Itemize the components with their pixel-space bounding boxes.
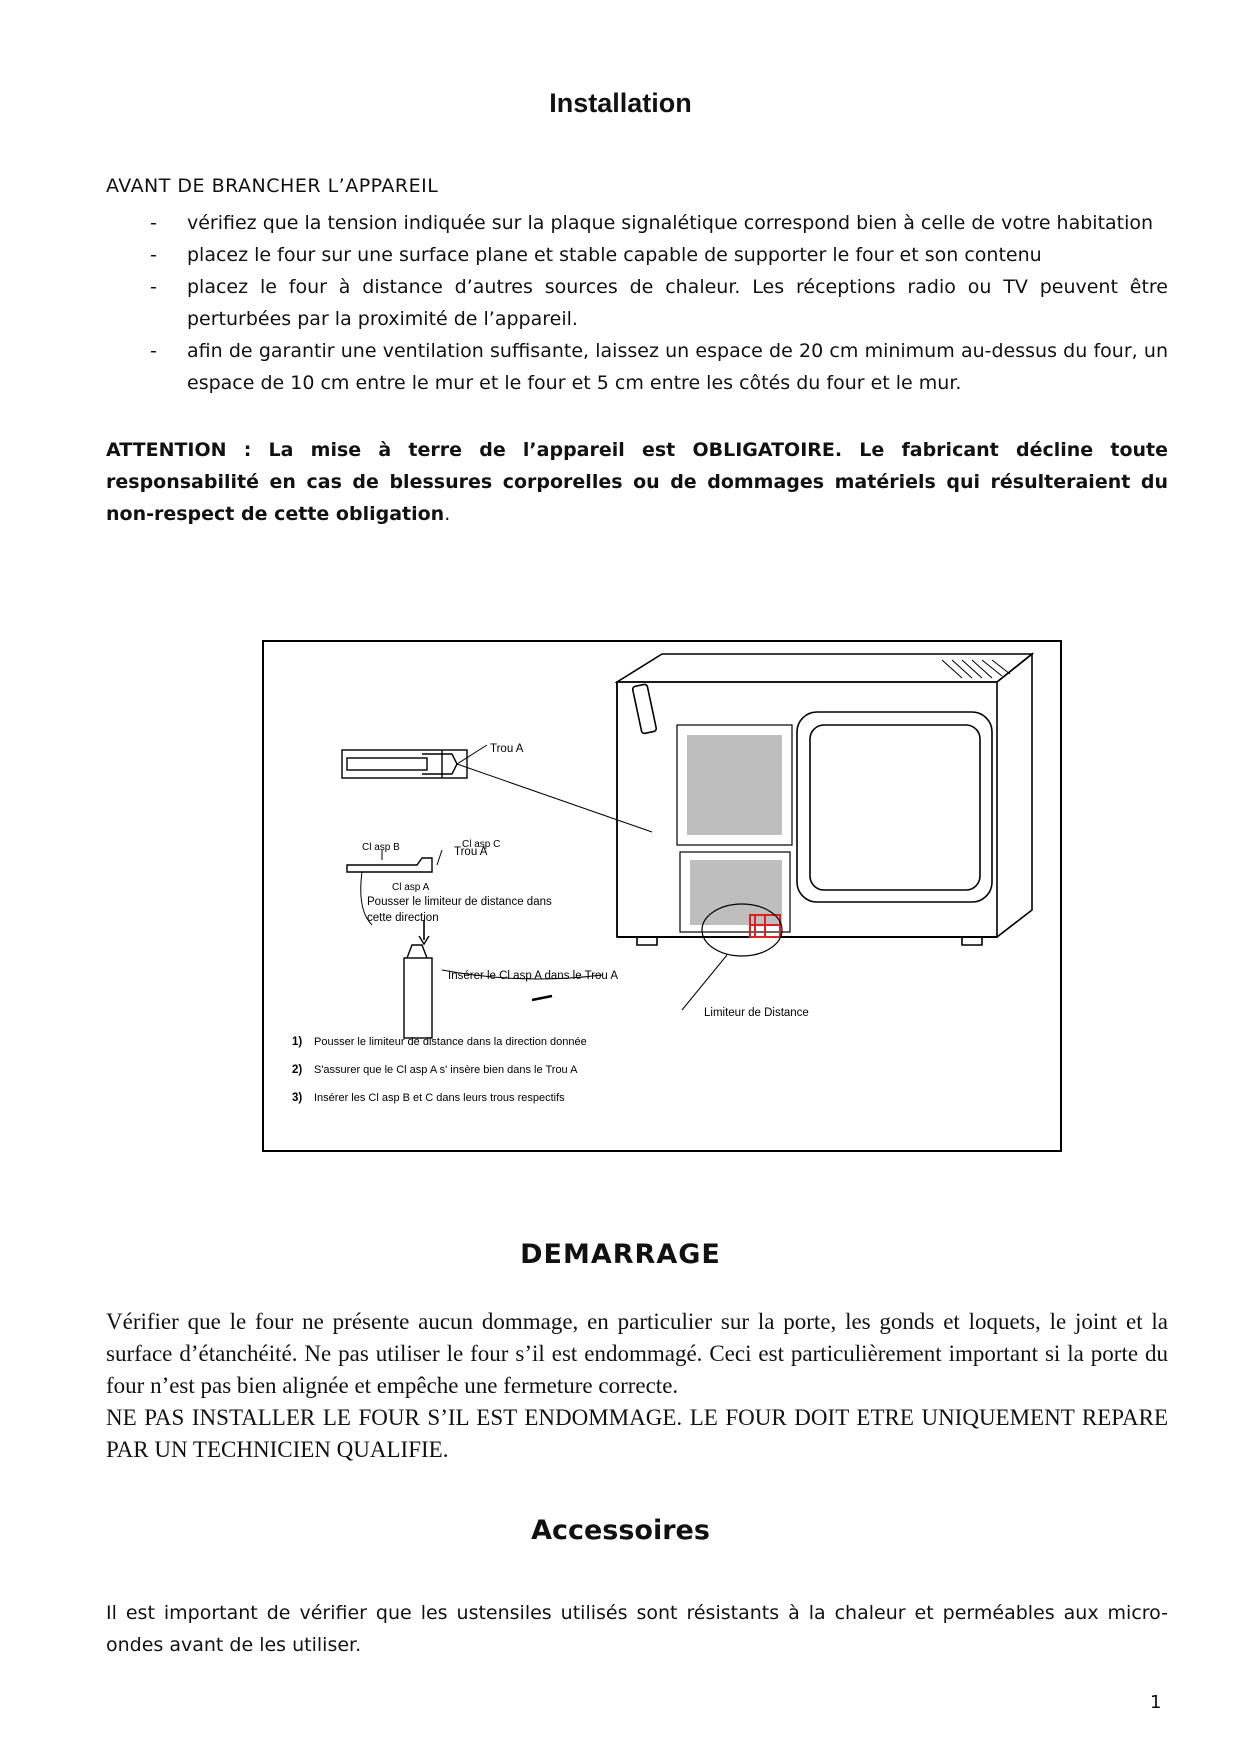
installation-diagram (262, 640, 1062, 1152)
list-item (106, 239, 1168, 271)
label-pousser-2: cette direction (367, 912, 439, 924)
warning-bold-text: ATTENTION : La mise à terre de l’appareil est OBLIGATOIRE. Le fabricant décline toute responsabilité en cas de blessures corporelles ou de dommages matériels qui résulteraient du non-respect de cette obligation (106, 439, 1168, 525)
step-text: Pousser le limiteur de distance dans la direction donnée (314, 1036, 587, 1048)
label-limiteur: Limiteur de Distance (704, 1007, 809, 1019)
label-cl-asp-a: Cl asp A (392, 882, 430, 893)
list-item-text: placez le four à distance d’autres sources de chaleur. Les réceptions radio ou TV peuvent être perturbées par la proximité de l’appareil. (187, 276, 1168, 330)
section-title-demarrage: DEMARRAGE (520, 1239, 721, 1270)
bullet-marker: - (150, 244, 157, 266)
bullet-marker: - (150, 340, 157, 362)
label-cl-asp-b: Cl asp B (362, 842, 400, 853)
bullet-list (106, 207, 1168, 399)
list-item (106, 271, 1168, 335)
step-number: 3) (292, 1092, 303, 1104)
list-item-text: placez le four sur une surface plane et stable capable de supporter le four et son contenu (187, 244, 1042, 266)
warning-paragraph (106, 434, 1168, 530)
warning-tail: . (444, 503, 451, 525)
demarrage-paragraph: Vérifier que le four ne présente aucun dommage, en particulier sur la porte, les gonds et loquets, le joint et la surface d’étanchéité. Ne pas utiliser le four s’il est endommagé. Ceci est particulièrement important si la porte du four n’est pas bien alignée et empêche une fermeture correcte. (106, 1309, 1168, 1398)
step-number: 1) (292, 1036, 303, 1048)
list-item (106, 335, 1168, 399)
label-pousser: Pousser le limiteur de distance dans (367, 896, 552, 908)
demarrage-warning: NE PAS INSTALLER LE FOUR S’IL EST ENDOMMAGE. LE FOUR DOIT ETRE UNIQUEMENT REPARE PAR UN TECHNICIEN QUALIFIE. (106, 1405, 1168, 1462)
step-number: 2) (292, 1064, 303, 1076)
label-trou-a-top: Trou A (490, 743, 524, 755)
accessoires-paragraph: Il est important de vérifier que les ustensiles utilisés sont résistants à la chaleur et perméables aux micro-ondes avant de les utiliser. (106, 1602, 1168, 1656)
label-cl-asp-c: Cl asp C (462, 839, 501, 850)
step-text: Insérer les Cl asp B et C dans leurs trous respectifs (314, 1092, 565, 1104)
page-title: Installation (549, 88, 692, 118)
label-trou-a-mid: Trou A (454, 846, 488, 858)
section-title-accessoires: Accessoires (531, 1515, 710, 1546)
list-item-text: afin de garantir une ventilation suffisante, laissez un espace de 20 cm minimum au-dessus du four, un espace de 10 cm entre le mur et le four et 5 cm entre les côtés du four et le mur. (187, 340, 1168, 394)
section-heading: AVANT DE BRANCHER L’APPAREIL (106, 175, 439, 197)
demarrage-body (106, 1306, 1168, 1466)
label-inserer: Insérer le Cl asp A dans le Trou A (448, 970, 619, 982)
step-text: S'assurer que le Cl asp A s' insère bien dans le Trou A (314, 1064, 578, 1076)
control-panel-pattern (687, 735, 782, 925)
list-item (106, 207, 1168, 239)
list-item-text: vérifiez que la tension indiquée sur la plaque signalétique correspond bien à celle de votre habitation (187, 212, 1154, 234)
bullet-marker: - (150, 276, 157, 298)
bullet-marker: - (150, 212, 157, 234)
page-number: 1 (1150, 1692, 1162, 1713)
